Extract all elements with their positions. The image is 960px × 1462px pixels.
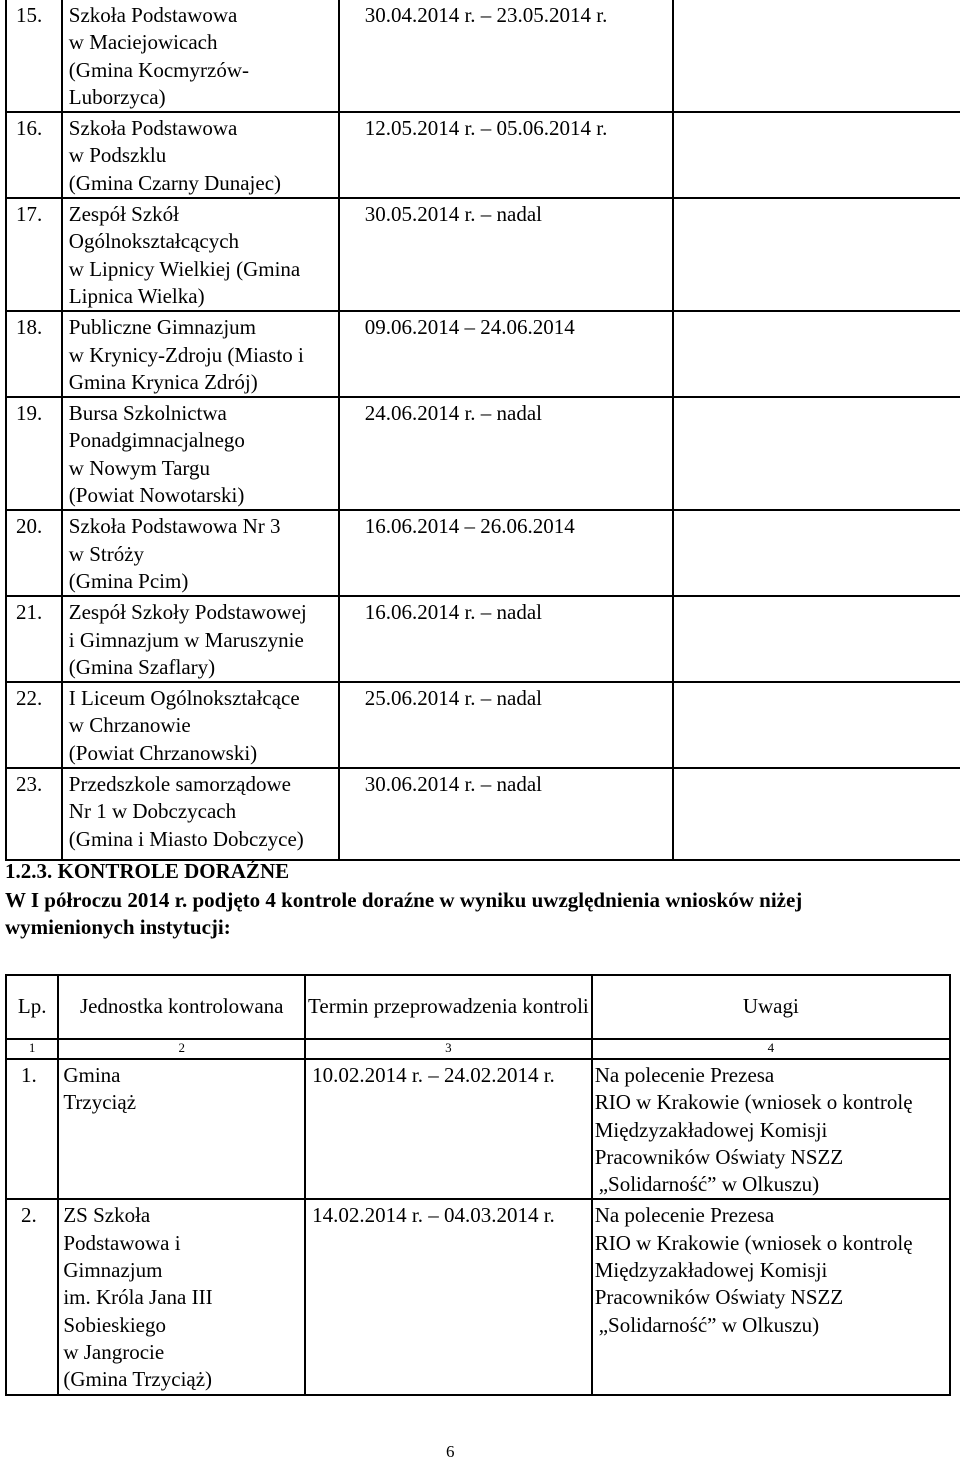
institution-name-line: Nr 1 w Dobczycach <box>68 799 237 824</box>
notes-cell <box>592 1199 950 1395</box>
institution-name <box>62 768 339 860</box>
institution-name-line: Bursa Szkolnictwa <box>68 401 227 426</box>
institution-name <box>62 311 339 397</box>
table-row <box>6 510 960 596</box>
institution-name-line: Szkoła Podstawowa <box>68 116 238 141</box>
inspected-unit <box>58 1199 305 1395</box>
notes-cell <box>673 311 960 397</box>
institution-name-line: (Gmina Kocmyrzów- <box>68 57 249 82</box>
index-2: 2 <box>58 1039 305 1059</box>
institution-name-line: Przedszkole samorządowe <box>68 772 291 797</box>
inspected-unit-line: Gmina <box>63 1063 121 1087</box>
notes-line: Międzyzakładowej Komisji <box>594 1117 828 1142</box>
row-number: 22. <box>6 682 62 768</box>
notes-cell <box>673 112 960 198</box>
row-number: 23. <box>6 768 62 860</box>
section-intro: W I półroczu 2014 r. podjęto 4 kontrole doraźne w wyniku uwzględnienia wniosków niżej wymienionych instytucji: <box>5 888 803 939</box>
index-3: 3 <box>305 1039 592 1059</box>
inspected-unit-line: im. Króla Jana III <box>63 1285 213 1310</box>
row-number: 20. <box>6 510 62 596</box>
notes-line: Pracowników Oświaty NSZZ <box>594 1285 844 1310</box>
institution-name-line: w Stróży <box>68 541 145 566</box>
institution-name-line: Lipnica Wielka) <box>68 283 205 308</box>
inspection-term: 16.06.2014 – 26.06.2014 <box>339 510 674 596</box>
table-row <box>6 0 960 112</box>
institution-name <box>62 682 339 768</box>
notes-line: RIO w Krakowie (wniosek o kontrolę <box>594 1090 913 1115</box>
notes-cell <box>673 0 960 112</box>
inspection-term: 16.06.2014 r. – nadal <box>339 596 674 682</box>
notes-line: Międzyzakładowej Komisji <box>594 1258 828 1283</box>
inspection-term: 09.06.2014 – 24.06.2014 <box>339 311 674 397</box>
institution-name-line: w Nowym Targu <box>68 455 211 480</box>
schedule-table-continued <box>5 0 960 861</box>
table-row <box>6 1199 950 1395</box>
notes-cell <box>673 397 960 510</box>
table-index-row <box>6 1039 950 1059</box>
institution-name-line: Ogólnokształcących <box>68 229 240 254</box>
inspected-unit-line: w Jangrocie <box>63 1339 165 1364</box>
table-row <box>6 682 960 768</box>
inspected-unit-line: Gimnazjum <box>63 1258 163 1283</box>
inspection-term: 25.06.2014 r. – nadal <box>339 682 674 768</box>
institution-name-line: Zespół Szkół <box>68 202 180 227</box>
inspected-unit <box>58 1059 305 1199</box>
inspection-term: 24.06.2014 r. – nadal <box>339 397 674 510</box>
table-row <box>6 311 960 397</box>
institution-name-line: w Krynicy-Zdroju (Miasto i <box>68 342 304 367</box>
notes-cell <box>673 510 960 596</box>
page-number: 6 <box>446 1442 455 1461</box>
notes-cell <box>673 682 960 768</box>
institution-name-line: (Powiat Chrzanowski) <box>68 740 258 765</box>
inspection-term: 30.04.2014 r. – 23.05.2014 r. <box>339 0 674 112</box>
table-row <box>6 596 960 682</box>
institution-name-line: (Gmina Czarny Dunajec) <box>68 170 282 195</box>
institution-name-line: (Powiat Nowotarski) <box>68 483 245 508</box>
index-1: 1 <box>6 1039 58 1059</box>
notes-cell <box>592 1059 950 1199</box>
institution-name-line: i Gimnazjum w Maruszynie <box>68 627 304 652</box>
institution-name-line: Zespół Szkoły Podstawowej <box>68 600 307 625</box>
notes-cell <box>673 198 960 311</box>
institution-name-line: Publiczne Gimnazjum <box>68 315 256 340</box>
row-number: 15. <box>6 0 62 112</box>
table-row <box>6 198 960 311</box>
adhoc-inspections-table <box>5 974 951 1396</box>
inspected-unit-line: Sobieskiego <box>63 1312 166 1337</box>
row-number: 1. <box>6 1059 58 1199</box>
institution-name-line: Gmina Krynica Zdrój) <box>68 369 258 394</box>
institution-name <box>62 198 339 311</box>
table-header-row <box>6 975 950 1039</box>
inspected-unit-line: (Gmina Trzyciąż) <box>63 1367 213 1392</box>
institution-name <box>62 596 339 682</box>
row-number: 16. <box>6 112 62 198</box>
row-number: 17. <box>6 198 62 311</box>
institution-name <box>62 112 339 198</box>
header-unit: Jednostka kontrolowana <box>58 975 305 1039</box>
table-row <box>6 112 960 198</box>
inspected-unit-line: ZS Szkoła <box>63 1203 151 1228</box>
index-4: 4 <box>592 1039 950 1059</box>
notes-cell <box>673 596 960 682</box>
institution-name-line: w Maciejowicach <box>68 30 218 55</box>
institution-name-line: Szkoła Podstawowa <box>68 3 238 27</box>
notes-line: Na polecenie Prezesa <box>594 1063 775 1087</box>
inspected-unit-line: Podstawowa i <box>63 1230 181 1255</box>
section-heading: 1.2.3. KONTROLE DORAŹNE <box>5 859 290 883</box>
inspection-term: 30.05.2014 r. – nadal <box>339 198 674 311</box>
inspection-term: 30.06.2014 r. – nadal <box>339 768 674 860</box>
institution-name-line: (Gmina Pcim) <box>68 568 189 593</box>
row-number: 19. <box>6 397 62 510</box>
institution-name-line: Szkoła Podstawowa Nr 3 <box>68 514 281 539</box>
notes-cell <box>673 768 960 860</box>
header-lp: Lp. <box>6 975 58 1039</box>
institution-name-line: w Chrzanowie <box>68 713 191 738</box>
inspection-term: 10.02.2014 r. – 24.02.2014 r. <box>305 1059 592 1199</box>
table-row <box>6 1059 950 1199</box>
institution-name-line: w Podszklu <box>68 143 167 168</box>
notes-line: „Solidarność” w Olkuszu) <box>598 1172 820 1197</box>
inspected-unit-line: Trzyciąż <box>63 1090 137 1115</box>
notes-line: Pracowników Oświaty NSZZ <box>594 1144 844 1169</box>
header-term: Termin przeprowadzenia kontroli <box>305 975 592 1039</box>
institution-name-line: I Liceum Ogólnokształcące <box>68 686 300 711</box>
institution-name-line: (Gmina Szaflary) <box>68 654 216 679</box>
row-number: 21. <box>6 596 62 682</box>
notes-line: Na polecenie Prezesa <box>594 1203 775 1228</box>
inspection-term: 14.02.2014 r. – 04.03.2014 r. <box>305 1199 592 1395</box>
row-number: 2. <box>6 1199 58 1395</box>
institution-name-line: (Gmina i Miasto Dobczyce) <box>68 826 304 851</box>
inspection-term: 12.05.2014 r. – 05.06.2014 r. <box>339 112 674 198</box>
header-notes: Uwagi <box>592 975 950 1039</box>
notes-line: RIO w Krakowie (wniosek o kontrolę <box>594 1230 913 1255</box>
institution-name <box>62 0 339 112</box>
row-number: 18. <box>6 311 62 397</box>
institution-name <box>62 397 339 510</box>
notes-line: „Solidarność” w Olkuszu) <box>598 1312 820 1337</box>
institution-name-line: Ponadgimnacjalnego <box>68 428 245 453</box>
table-row <box>6 768 960 860</box>
institution-name-line: w Lipnicy Wielkiej (Gmina <box>68 256 301 281</box>
institution-name-line: Luborzyca) <box>68 84 166 109</box>
institution-name <box>62 510 339 596</box>
table-row <box>6 397 960 510</box>
